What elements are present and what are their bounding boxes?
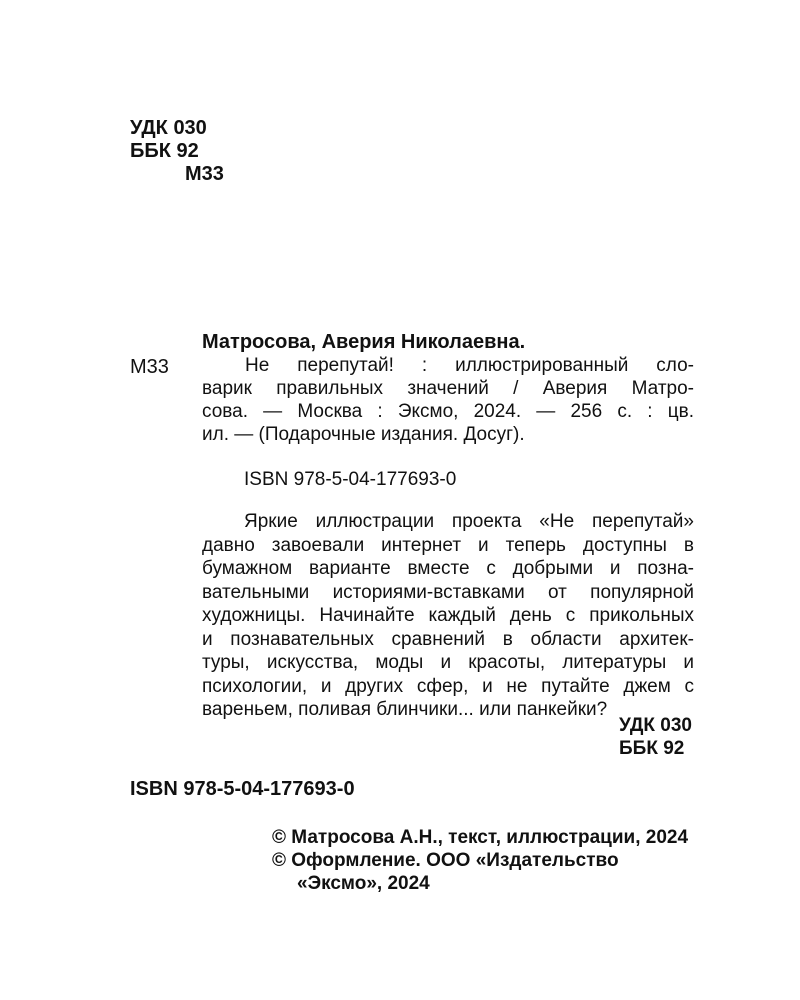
annotation-line: вареньем, поливая блинчики... или панкейки? [202, 699, 608, 720]
bbk-code-top: ББК 92 [130, 140, 199, 162]
author-sign-top: М33 [185, 163, 224, 185]
annotation-line: психологии, и других сфер, и не путайте джем с [202, 675, 694, 697]
annotation-line: вательными историями-вставками от популярной [202, 581, 694, 603]
isbn-main: ISBN 978-5-04-177693-0 [130, 778, 355, 800]
author-heading: Матросова, Аверия Николаевна. [202, 331, 526, 353]
annotation-line: Яркие иллюстрации проекта «Не перепутай» [244, 511, 694, 532]
copyright-line: © Матросова А.Н., текст, иллюстрации, 2024 [272, 827, 689, 848]
annotation [202, 510, 694, 722]
annotation-line: давно завоевали интернет и теперь доступны в [202, 534, 694, 556]
udk-code-top: УДК 030 [130, 117, 207, 139]
copyright-line: © Оформление. ООО «Издательство [272, 850, 619, 871]
author-sign-card: М33 [130, 356, 169, 378]
bibliographic-line: варик правильных значений / Аверия Матро- [202, 378, 694, 399]
copyright-line: «Эксмо», 2024 [297, 873, 430, 894]
annotation-line: бумажном варианте вместе с добрыми и позна- [202, 558, 694, 579]
bibliographic-line: сова. — Москва : Эксмо, 2024. — 256 с. : цв. [202, 401, 694, 422]
annotation-line: туры, искусства, моды и красоты, литературы и [202, 652, 694, 673]
isbn-card: ISBN 978-5-04-177693-0 [244, 469, 457, 490]
annotation-line: художницы. Начинайте каждый день с прикольных [202, 605, 694, 626]
bibliographic-line: Не перепутай! : иллюстрированный сло- [245, 355, 694, 376]
bbk-code-card: ББК 92 [619, 738, 685, 759]
bibliographic-line: ил. — (Подарочные издания. Досуг). [202, 424, 525, 445]
udk-code-card: УДК 030 [619, 715, 692, 736]
annotation-line: и познавательных сравнений в области архитек- [202, 628, 694, 650]
bibliographic-description [202, 354, 694, 446]
